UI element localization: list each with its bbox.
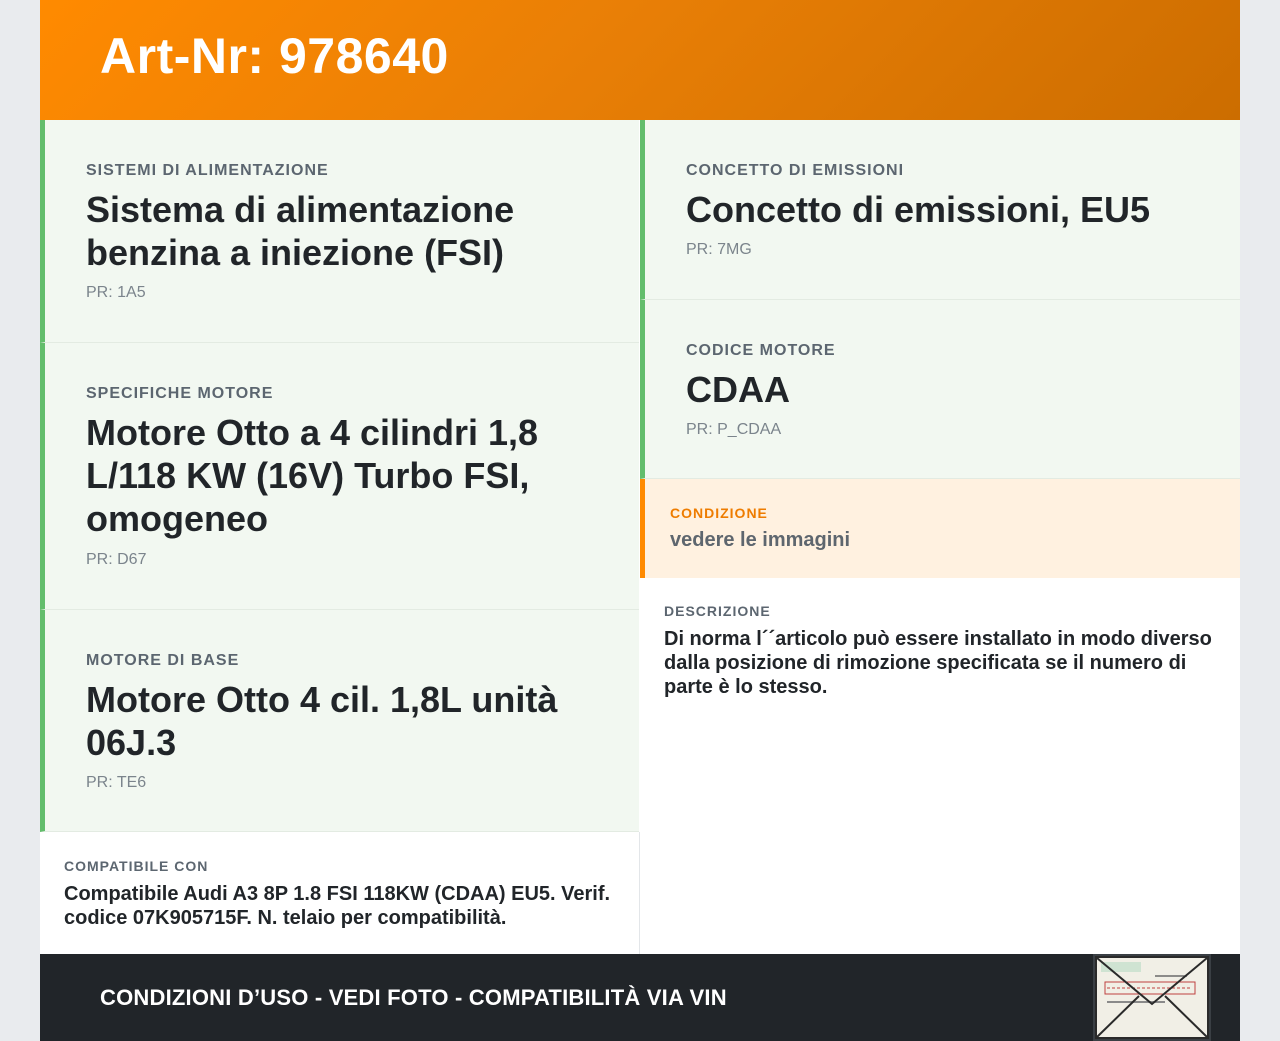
spec-engine-specs: [40, 343, 639, 610]
page-header: [40, 0, 1240, 120]
spec-code: PR: 7MG: [686, 241, 752, 258]
spec-value: Concetto di emissioni, EU5: [686, 189, 1151, 230]
spec-label: CODICE MOTORE: [686, 342, 836, 359]
footer-text[interactable]: CONDIZIONI D’USO - VEDI FOTO - COMPATIBILITÀ VIA VIN: [100, 985, 727, 1010]
page-title: Art-Nr: 978640: [100, 28, 449, 84]
spec-emissions: [640, 120, 1240, 300]
part-photo-thumbnail[interactable]: [1093, 954, 1211, 1041]
spec-base-engine: [40, 610, 639, 832]
description-label: DESCRIZIONE: [664, 603, 771, 619]
description-text: Di norma l´´articolo può essere installato in modo diverso dalla posizione di rimozione specificata se il numero di parte è lo stesso.: [664, 628, 1212, 698]
spec-label: SISTEMI DI ALIMENTAZIONE: [86, 162, 329, 179]
compatibility-label: COMPATIBILE CON: [64, 858, 209, 874]
spec-code: PR: P_CDAA: [686, 421, 782, 438]
spec-label: SPECIFICHE MOTORE: [86, 385, 274, 402]
spec-value: Motore Otto a 4 cilindri 1,8 L/118 KW (16V) Turbo FSI, omogeneo: [86, 412, 539, 539]
spec-code: PR: 1A5: [86, 284, 146, 301]
spec-label: CONCETTO DI EMISSIONI: [686, 162, 905, 179]
spec-code: PR: TE6: [86, 774, 147, 791]
spec-value: CDAA: [686, 369, 790, 410]
spec-engine-code: [640, 300, 1240, 479]
spec-fuel-system: [40, 120, 639, 343]
compatibility-text: Compatibile Audi A3 8P 1.8 FSI 118KW (CDAA) EU5. Verif. codice 07K905715F. N. telaio per compatibilità.: [64, 883, 611, 929]
envelope-icon: [1095, 956, 1209, 1039]
spec-label: MOTORE DI BASE: [86, 652, 240, 669]
product-card: [40, 0, 1240, 1041]
condition-label: CONDIZIONE: [670, 505, 768, 521]
condition-value: vedere le immagini: [670, 529, 851, 551]
spec-value: Motore Otto 4 cil. 1,8L unità 06J.3: [86, 679, 558, 763]
footer-bar: [40, 954, 1240, 1041]
spec-value: Sistema di alimentazione benzina a iniezione (FSI): [86, 189, 515, 273]
condition-box: [640, 479, 1240, 578]
column-divider: [639, 832, 640, 954]
spec-code: PR: D67: [86, 551, 147, 568]
